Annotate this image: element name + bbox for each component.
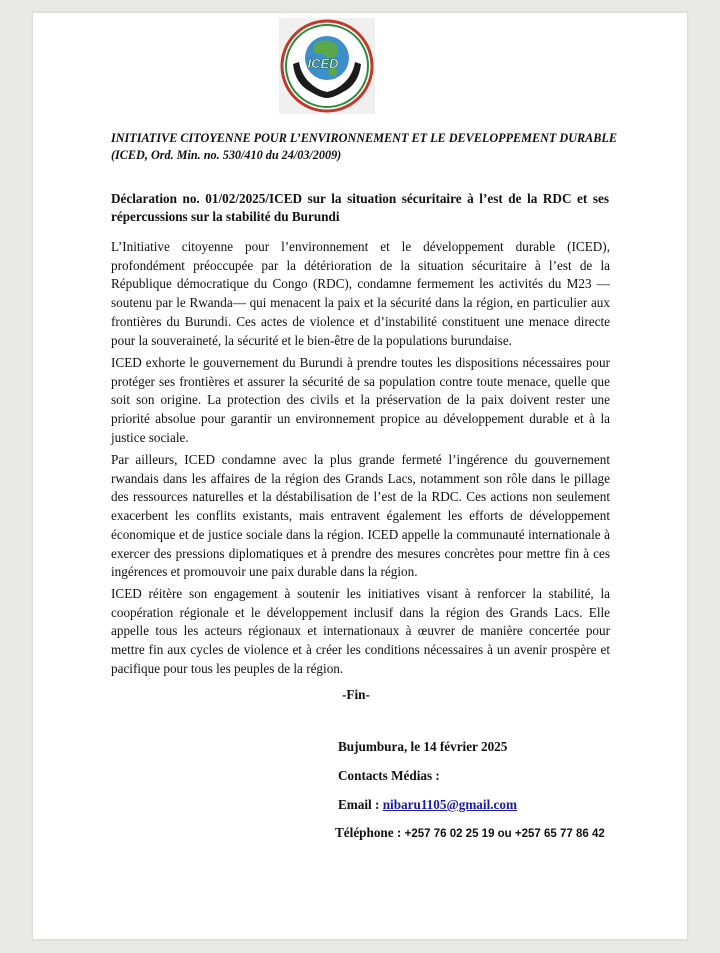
iced-logo — [279, 18, 375, 114]
globe-hands-icon — [279, 18, 375, 114]
declaration-title: Déclaration no. 01/02/2025/ICED sur la situation sécuritaire à l’est de la RDC et ses répercussions sur la stabilité du Burundi — [111, 191, 609, 224]
place-date: Bujumbura, le 14 février 2025 — [338, 739, 508, 754]
phone-label: Téléphone : — [335, 825, 405, 840]
organization-reference: (ICED, Ord. Min. no. 530/410 du 24/03/2009) — [111, 148, 342, 162]
email-label: Email : — [338, 797, 383, 812]
end-mark: -Fin- — [342, 687, 370, 702]
logo-text: ICED — [307, 56, 339, 71]
organization-name: INITIATIVE CITOYENNE POUR L’ENVIRONNEMENT ET LE DEVELOPPEMENT DURABLE — [111, 131, 617, 145]
email-line — [338, 797, 517, 813]
organization-header — [111, 130, 631, 164]
phone-numbers: +257 76 02 25 19 ou +257 65 77 86 42 — [404, 828, 605, 840]
paragraph-4: ICED réitère son engagement à soutenir les initiatives visant à renforcer la stabilité, la coopération régionale et le développement inclusif dans la région des Grands Lacs. Elle appelle tous les acteurs régionaux et internationaux à œuvrer de manière concertée pour mettre fin aux cycles de violence et à créer les conditions nécessaires à un avenir prospère et pacifique pour tous les peuples de la région. — [111, 586, 610, 676]
paragraph-3: Par ailleurs, ICED condamne avec la plus grande fermeté l’ingérence du gouvernement rwandais dans les affaires de la région des Grands Lacs, notamment son rôle dans le pillage des ressources naturelles et la déstabilisation de l’est de la RDC. Ces actions non seulement exacerbent les conflits existants, mais entravent également les efforts de développement économique et de justice sociale dans la région. ICED appelle la communauté internationale à exercer des pressions diplomatiques et à prendre des mesures concrètes pour mettre fin à ces ingérences et promouvoir une paix durable dans la région. — [111, 452, 610, 580]
paragraph-2: ICED exhorte le gouvernement du Burundi à prendre toutes les dispositions nécessaires pour protéger ses frontières et assurer la sécurité de sa population contre toute menace, quelle que soit son origine. La protection des civils et la préservation de la paix doivent rester une priorité absolue pour garantir un environnement propice au développement durable et à la justice sociale. — [111, 355, 610, 445]
phone-line — [335, 825, 605, 841]
paragraph-1: L’Initiative citoyenne pour l’environnement et le développement durable (ICED), profondément préoccupée par la détérioration de la situation sécuritaire à l’est de la République démocratique du Congo (RDC), condamne fermement les activités du M23 —soutenu par le Rwanda— qui menacent la paix et la sécurité dans la région, en particulier aux frontières du Burundi. Ces actes de violence et d’instabilité constituent une menace directe pour la souveraineté, la sécurité et le bien-être de la populations burundaise. — [111, 239, 610, 348]
contacts-label: Contacts Médias : — [338, 768, 440, 783]
email-link[interactable]: nibaru1105@gmail.com — [382, 797, 517, 812]
document-page — [33, 13, 687, 939]
